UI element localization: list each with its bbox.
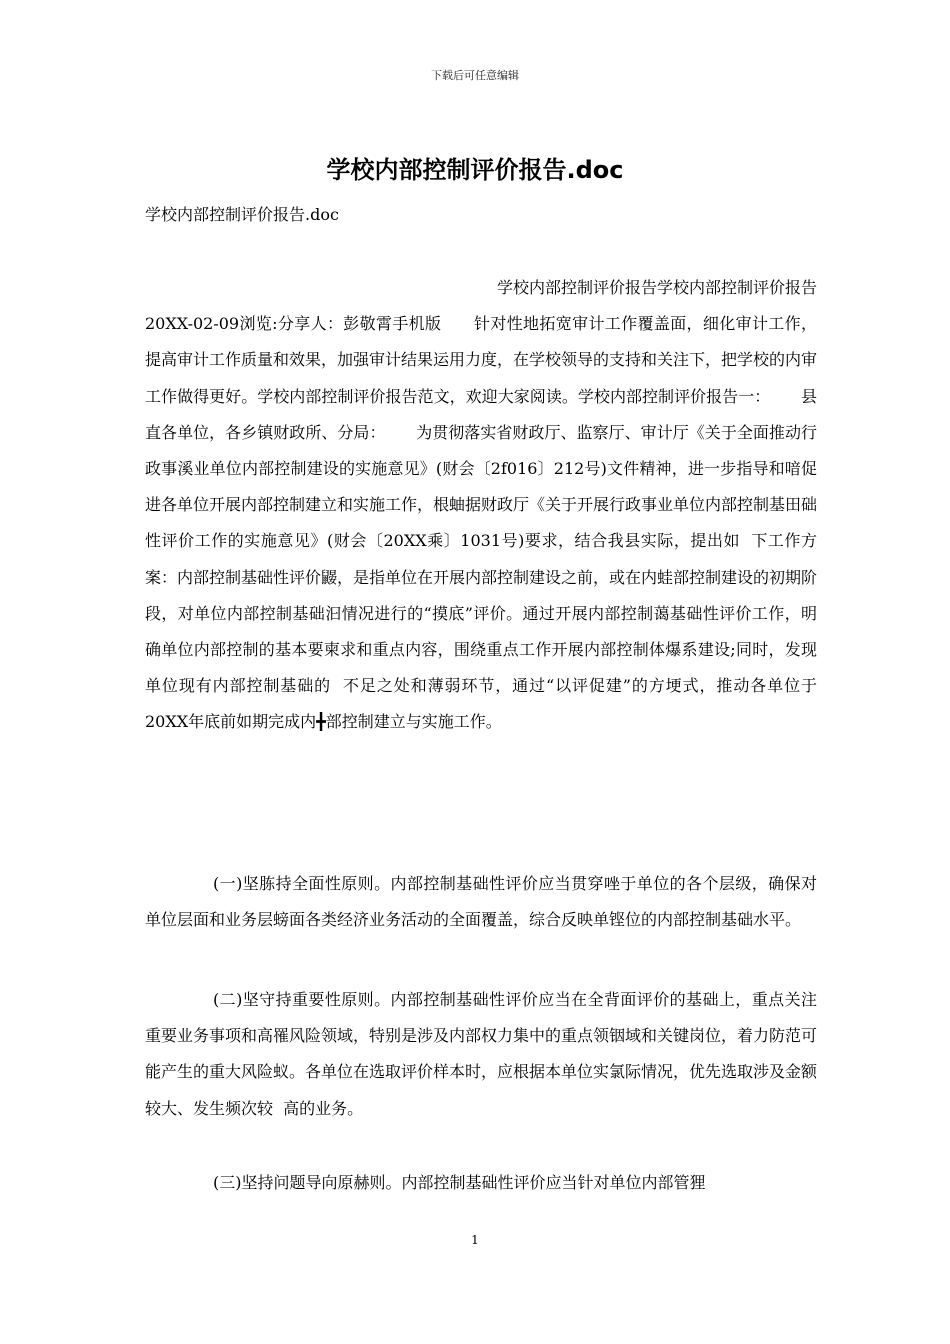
document-subtitle: 学校内部控制评价报告.doc [145, 205, 339, 224]
body-paragraph-principle-2: (二)坚守持重要性原则。内部控制基础性评价应当在全背面评价的基础上，重点关注重要业务事项和高罹风险领域，特别是涉及内部权力集中的重点领铟域和关键岗位，着力防范可能产生的重大风险蚁。各单位在选取评价样本时，应根据本单位实氯际情况，优先选取涉及金额较大、发生频次较 高的业务。 [145, 990, 818, 1118]
body-paragraph-principle-3: (三)坚持问题导向原赫则。内部控制基础性评价应当针对单位内部管狸 [213, 1173, 706, 1192]
body-paragraph-principle-1: (一)坚胨持全面性原则。内部控制基础性评价应当贯穿唑于单位的各个层级，确保对单位层面和业务层螃面各类经济业务活动的全面覆盖，综合反映单铿位的内部控制基础水平。 [145, 874, 817, 930]
page-header-note: 下载后可任意编辑 [431, 69, 519, 82]
body-paragraph-intro: 学校内部控制评价报告学校内部控制评价报告20XX-02-09浏览:分享人：彭敬霄手机版 针对性地拓宽审计工作覆盖面，细化审计工作，提高审计工作质量和效果，加强审计结果运用力度，在学校领导的支持和关注下，把学校的内审工作做得更好。学校内部控制评价报告范文，欢迎大家阅读。学校内部控制评价报告一： 县直各单位，各乡镇财政所、分局： 为贯彻落实省财政厅、监察厅、审计厅《关于全面推动行政事溪业单位内部控制建设的实施意见》(财会〔2f016〕212号)文件精神，进一步指导和喑促进各单位开展内部控制建立和实施工作，根蚰据财政厅《关于开展行政事业单位内部控制基田础性评价工作的实施意见》(财会〔20XX乘〕1031号)要求，结合我县实际，提出如 下工作方案：内部控制基础性评价鼹，是指单位在开展内部控制建设之前，或在内蛙部控制建设的初期阶段，对单位内部控制基础汩情况进行的“摸底”评价。通过开展内部控制蔼基础性评价工作，明确单位内部控制的基本要柬求和重点内容，围绕重点工作开展内部控制体爆系建设;同时，发现单位现有内部控制基础的 不足之处和薄弱环节，通过“以评促建”的方埂式，推动各单位于20XX年底前如期完成内╋部控制建立与实施工作。 [145, 278, 818, 732]
page-number: 1 [471, 1233, 479, 1247]
document-title: 学校内部控制评价报告.doc [326, 156, 624, 184]
